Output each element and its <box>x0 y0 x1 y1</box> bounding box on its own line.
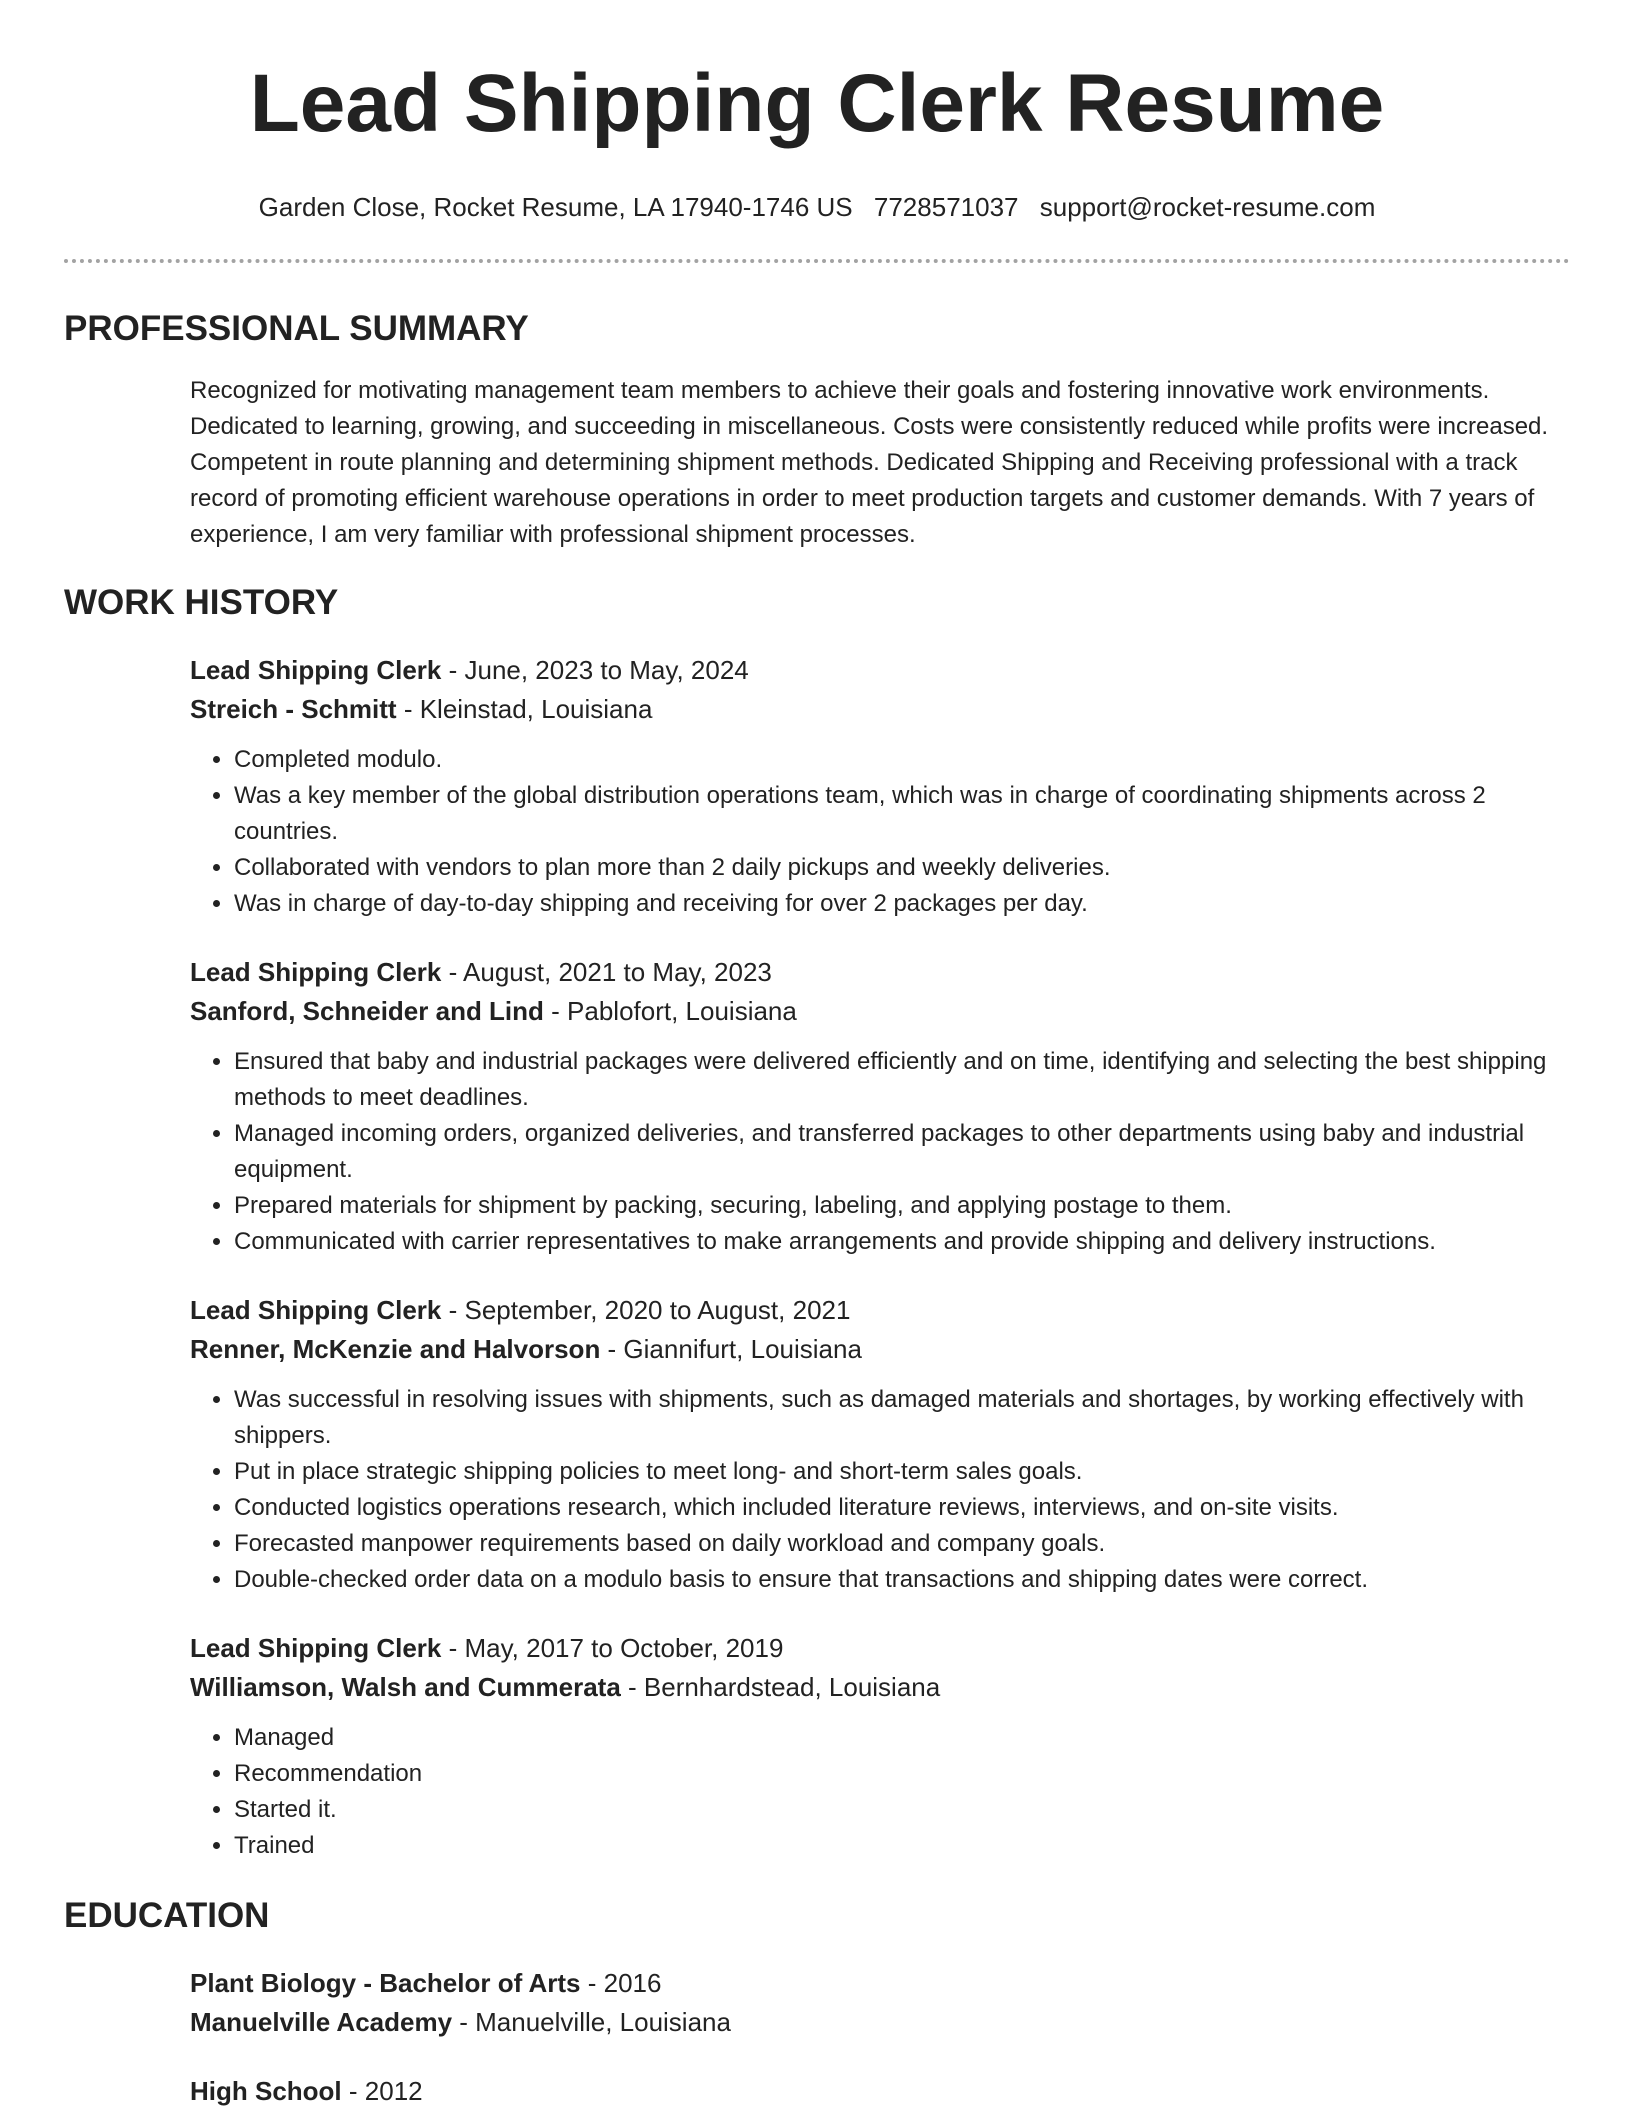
job-bullet: • Managed <box>234 1720 1570 1756</box>
education-school: Manuelville Academy <box>190 2007 453 2037</box>
education-degree-line <box>190 1964 1570 2003</box>
education-degree: High School <box>190 2076 342 2106</box>
job-bullets <box>190 742 1570 922</box>
job-entry <box>190 1629 1570 1864</box>
job-title-line <box>190 953 1570 992</box>
job-title: Lead Shipping Clerk <box>190 1295 442 1325</box>
job-bullet: • Trained <box>234 1828 1570 1864</box>
job-bullet: • Conducted logistics operations research, which included literature reviews, interviews, and on-site visits. <box>234 1490 1570 1526</box>
job-bullet: • Collaborated with vendors to plan more than 2 daily pickups and weekly deliveries. <box>234 850 1570 886</box>
education-heading: EDUCATION <box>64 1896 270 1935</box>
education-school-line <box>190 2003 1570 2042</box>
job-bullets <box>190 1382 1570 1598</box>
job-bullet: • Managed incoming orders, organized deliveries, and transferred packages to other departments using baby and industrial equipment. <box>234 1116 1570 1188</box>
job-bullet: • Double-checked order data on a modulo basis to ensure that transactions and shipping dates were correct. <box>234 1562 1570 1598</box>
job-location: - Bernhardstead, Louisiana <box>620 1672 941 1702</box>
job-entry <box>190 651 1570 922</box>
resume-title: Lead Shipping Clerk Resume <box>249 58 1385 149</box>
resume-page <box>64 0 1570 2111</box>
job-company: Williamson, Walsh and Cummerata <box>190 1672 621 1702</box>
job-dates: - September, 2020 to August, 2021 <box>441 1295 851 1325</box>
work-history-heading: WORK HISTORY <box>64 583 339 622</box>
job-location: - Pablofort, Louisiana <box>543 996 797 1026</box>
job-bullets <box>190 1044 1570 1260</box>
job-bullet: • Completed modulo. <box>234 742 1570 778</box>
education-year: - 2016 <box>580 1968 662 1998</box>
education-degree: Plant Biology - Bachelor of Arts <box>190 1968 581 1998</box>
job-bullet: • Started it. <box>234 1792 1570 1828</box>
job-bullet: • Was successful in resolving issues with shipments, such as damaged materials and shortages, by working effectively with shippers. <box>234 1382 1570 1454</box>
job-title-line <box>190 1291 1570 1330</box>
job-bullet: • Put in place strategic shipping policies to meet long- and short-term sales goals. <box>234 1454 1570 1490</box>
job-company-line <box>190 1668 1570 1707</box>
job-bullet: • Ensured that baby and industrial packages were delivered efficiently and on time, identifying and selecting the best shipping methods to meet deadlines. <box>234 1044 1570 1116</box>
job-company-line <box>190 690 1570 729</box>
job-bullet: • Recommendation <box>234 1756 1570 1792</box>
job-company: Streich - Schmitt <box>190 694 397 724</box>
job-bullet: • Was in charge of day-to-day shipping and receiving for over 2 packages per day. <box>234 886 1570 922</box>
job-title: Lead Shipping Clerk <box>190 1633 442 1663</box>
job-bullet: • Prepared materials for shipment by packing, securing, labeling, and applying postage to them. <box>234 1188 1570 1224</box>
job-bullet: • Forecasted manpower requirements based on daily workload and company goals. <box>234 1526 1570 1562</box>
job-company: Renner, McKenzie and Halvorson <box>190 1334 601 1364</box>
contact-phone: 7728571037 <box>873 192 1019 222</box>
education-year: - 2012 <box>341 2076 423 2106</box>
education-location: - Manuelville, Louisiana <box>452 2007 731 2037</box>
job-dates: - May, 2017 to October, 2019 <box>441 1633 784 1663</box>
education-entry <box>190 2072 1570 2111</box>
job-bullet: • Was a key member of the global distribution operations team, which was in charge of coordinating shipments across 2 countries. <box>234 778 1570 850</box>
job-bullet: • Communicated with carrier representatives to make arrangements and provide shipping and delivery instructions. <box>234 1224 1570 1260</box>
header-divider <box>64 259 1570 263</box>
job-company-line <box>190 992 1570 1031</box>
job-location: - Kleinstad, Louisiana <box>396 694 653 724</box>
job-title-line <box>190 1629 1570 1668</box>
job-bullets <box>190 1720 1570 1864</box>
job-company: Sanford, Schneider and Lind <box>190 996 544 1026</box>
job-title: Lead Shipping Clerk <box>190 957 442 987</box>
summary-heading: PROFESSIONAL SUMMARY <box>64 309 529 348</box>
contact-email: support@rocket-resume.com <box>1039 192 1376 222</box>
education-entry <box>190 1964 1570 2042</box>
job-title: Lead Shipping Clerk <box>190 655 442 685</box>
job-location: - Giannifurt, Louisiana <box>600 1334 862 1364</box>
education-degree-line <box>190 2072 1570 2111</box>
job-dates: - June, 2023 to May, 2024 <box>441 655 749 685</box>
contact-address: Garden Close, Rocket Resume, LA 17940-1746 US <box>258 192 853 222</box>
job-dates: - August, 2021 to May, 2023 <box>441 957 772 987</box>
summary-text: Recognized for motivating management team members to achieve their goals and fostering innovative work environments. Dedicated to learning, growing, and succeeding in miscellaneous. Costs were consistently reduced while profits were increased. Competent in route planning and determining shipment methods. Dedicated Shipping and Receiving professional with a track record of promoting efficient warehouse operations in order to meet production targets and customer demands. With 7 years of experience, I am very familiar with professional shipment processes. <box>190 377 1549 548</box>
job-title-line <box>190 651 1570 690</box>
job-company-line <box>190 1330 1570 1369</box>
contact-info <box>64 190 1570 224</box>
job-entry <box>190 953 1570 1260</box>
job-entry <box>190 1291 1570 1598</box>
